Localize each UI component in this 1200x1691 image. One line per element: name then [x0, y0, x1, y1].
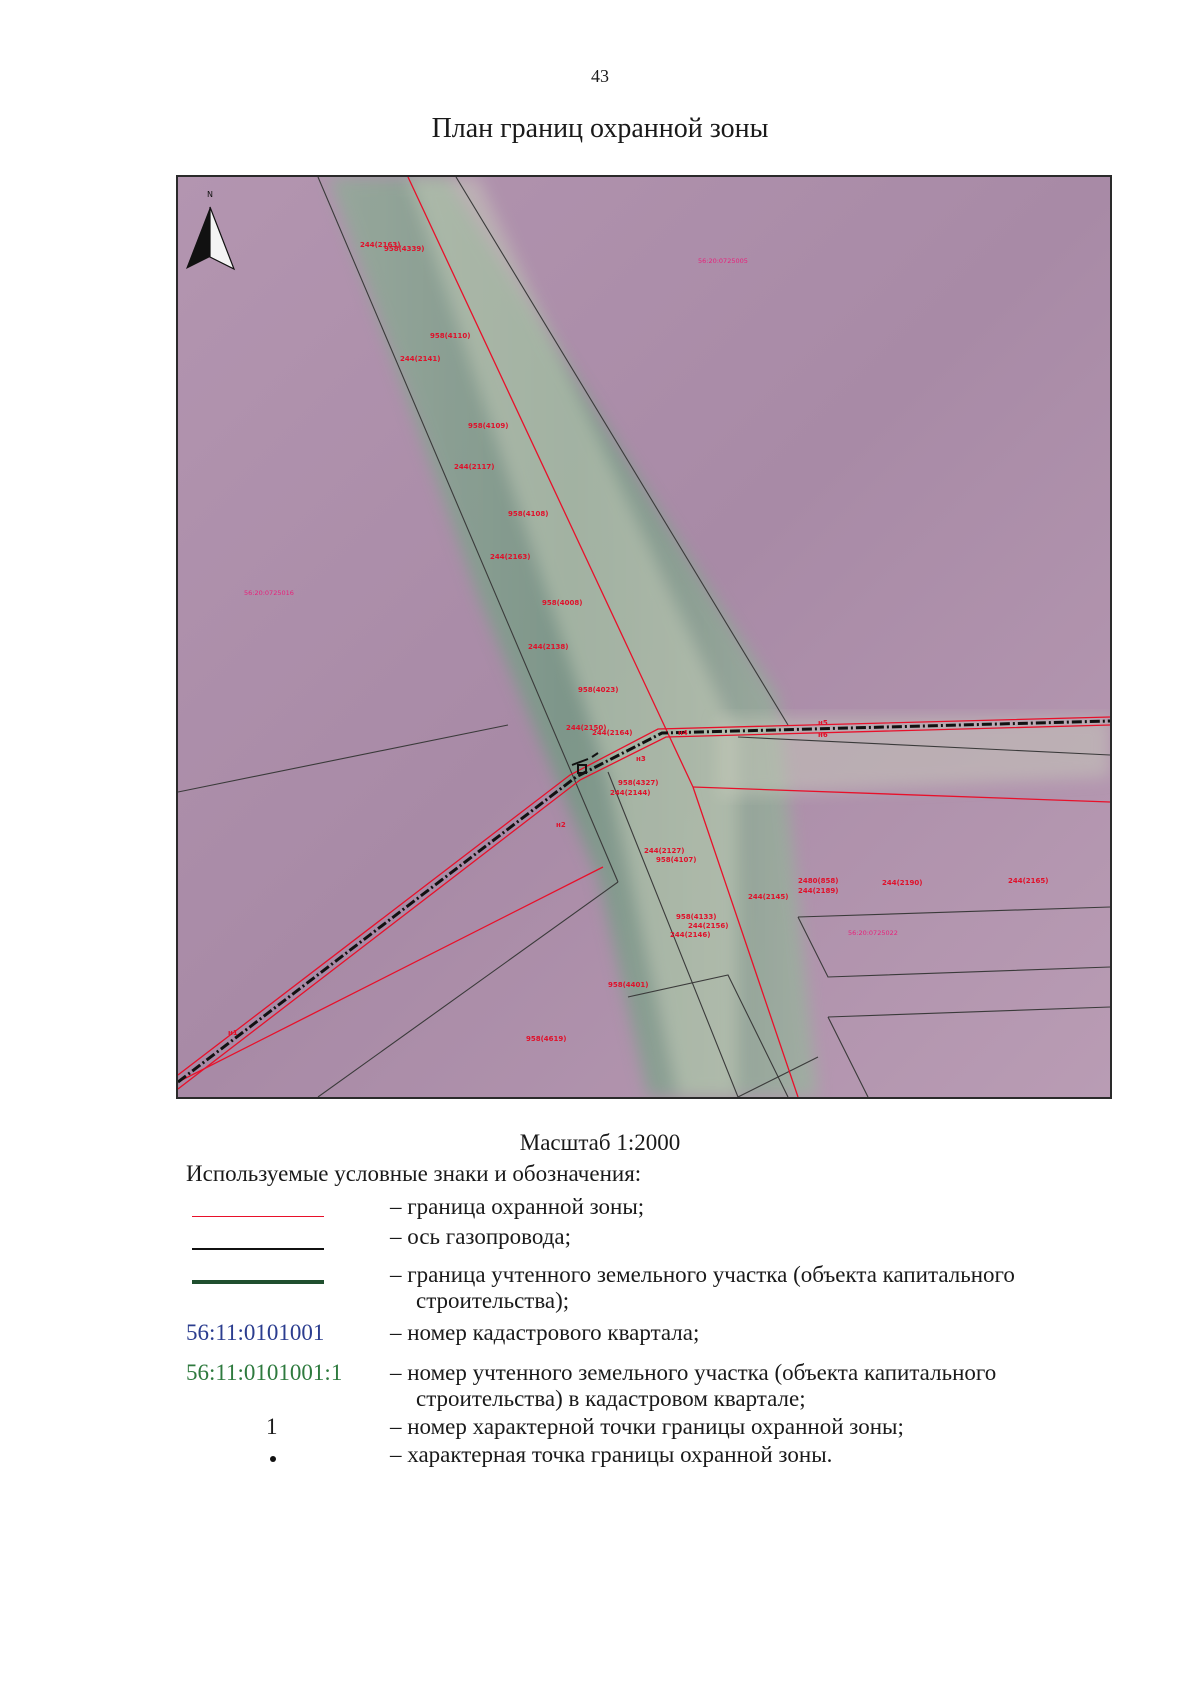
point-label: 244(2163) [490, 553, 531, 561]
point-label: н6 [818, 731, 828, 739]
legend-symbol [186, 1360, 386, 1416]
map-scale: Масштаб 1:2000 [519, 1130, 681, 1155]
point-label: 244(2144) [610, 789, 651, 797]
legend-text [390, 1262, 1090, 1314]
legend-text [390, 1360, 1090, 1412]
cadastral-quarter-sample: 56:11:0101001 [186, 1320, 325, 1345]
legend-text: – характерная точка границы охранной зоны. [390, 1442, 833, 1467]
point-label: 958(4110) [430, 332, 471, 340]
point-label: 958(4008) [542, 599, 583, 607]
legend-symbol [186, 1414, 386, 1444]
point-label: 244(2141) [400, 355, 441, 363]
legend-text-line: строительства); [416, 1288, 570, 1313]
point-label: 2480(858) [798, 877, 839, 885]
zone-plan-map [176, 175, 1112, 1099]
map-canvas [178, 177, 1110, 1097]
point-label: 958(4107) [656, 856, 697, 864]
point-label: 244(2190) [882, 879, 923, 887]
legend-text-line: – граница учтенного земельного участка (объекта капитального [390, 1262, 1015, 1287]
point-label: н1 [228, 1029, 238, 1037]
page-number: 43 [591, 66, 609, 86]
point-label: 244(2189) [798, 887, 839, 895]
red-line-symbol [192, 1216, 324, 1217]
point-label: н3 [636, 755, 646, 763]
point-label: 244(2117) [454, 463, 495, 471]
point-label: 958(4023) [578, 686, 619, 694]
point-label: 958(4401) [608, 981, 649, 989]
legend-symbol [186, 1442, 386, 1472]
legend-item-gas-axis [186, 1224, 1086, 1254]
point-label: 244(2163) [360, 241, 401, 249]
point-label: 958(4327) [618, 779, 659, 787]
legend-symbol [186, 1194, 386, 1224]
point-label: 958(4108) [508, 510, 549, 518]
legend-item-point-number [186, 1414, 1086, 1444]
parcel-label-top-right: 56:20:0725005 [698, 257, 748, 265]
point-label: 958(4109) [468, 422, 509, 430]
point-label: 244(2164) [592, 729, 633, 737]
point-label: 958(4133) [676, 913, 717, 921]
legend-text-line: – номер учтенного земельного участка (объекта капитального [390, 1360, 997, 1385]
point-number-sample: 1 [266, 1414, 278, 1439]
black-line-symbol [192, 1248, 324, 1250]
point-label: н2 [556, 821, 566, 829]
legend-text: – номер характерной точки границы охранной зоны; [390, 1414, 904, 1439]
point-dot-symbol [270, 1456, 276, 1462]
legend-item-point-dot [186, 1442, 1086, 1472]
legend-item-parcel-number [186, 1360, 1086, 1416]
legend-text-line: строительства) в кадастровом квартале; [416, 1386, 806, 1411]
legend-symbol [186, 1262, 386, 1318]
parcel-label-left: 56:20:0725016 [244, 589, 294, 597]
legend-item-cadastral-quarter [186, 1320, 1086, 1350]
legend-heading: Используемые условные знаки и обозначения: [186, 1161, 642, 1186]
point-label: 958(4619) [526, 1035, 567, 1043]
legend-text: – граница охранной зоны; [390, 1194, 645, 1219]
point-label: 244(2146) [670, 931, 711, 939]
page-title: План границ охранной зоны [431, 113, 769, 144]
green-line-symbol [192, 1280, 324, 1284]
parcel-label-bottom-right: 56:20:0725022 [848, 929, 898, 937]
point-label: 244(2145) [748, 893, 789, 901]
point-label: 244(2138) [528, 643, 569, 651]
legend-text: – ось газопровода; [390, 1224, 572, 1249]
point-label: 958(4339) [384, 245, 425, 253]
north-label: N [207, 190, 213, 199]
legend-text: – номер кадастрового квартала; [390, 1320, 700, 1345]
point-label: н5 [818, 719, 828, 727]
legend-item-zone-boundary [186, 1194, 1086, 1224]
point-label: н4 [678, 729, 688, 737]
legend-item-parcel-boundary [186, 1262, 1086, 1318]
parcel-number-sample: 56:11:0101001:1 [186, 1360, 343, 1385]
point-label: 244(2165) [1008, 877, 1049, 885]
legend-symbol [186, 1224, 386, 1254]
point-label: 244(2127) [644, 847, 685, 855]
point-label: 244(2150) [566, 724, 607, 732]
point-label: 244(2156) [688, 922, 729, 930]
legend-symbol [186, 1320, 386, 1350]
